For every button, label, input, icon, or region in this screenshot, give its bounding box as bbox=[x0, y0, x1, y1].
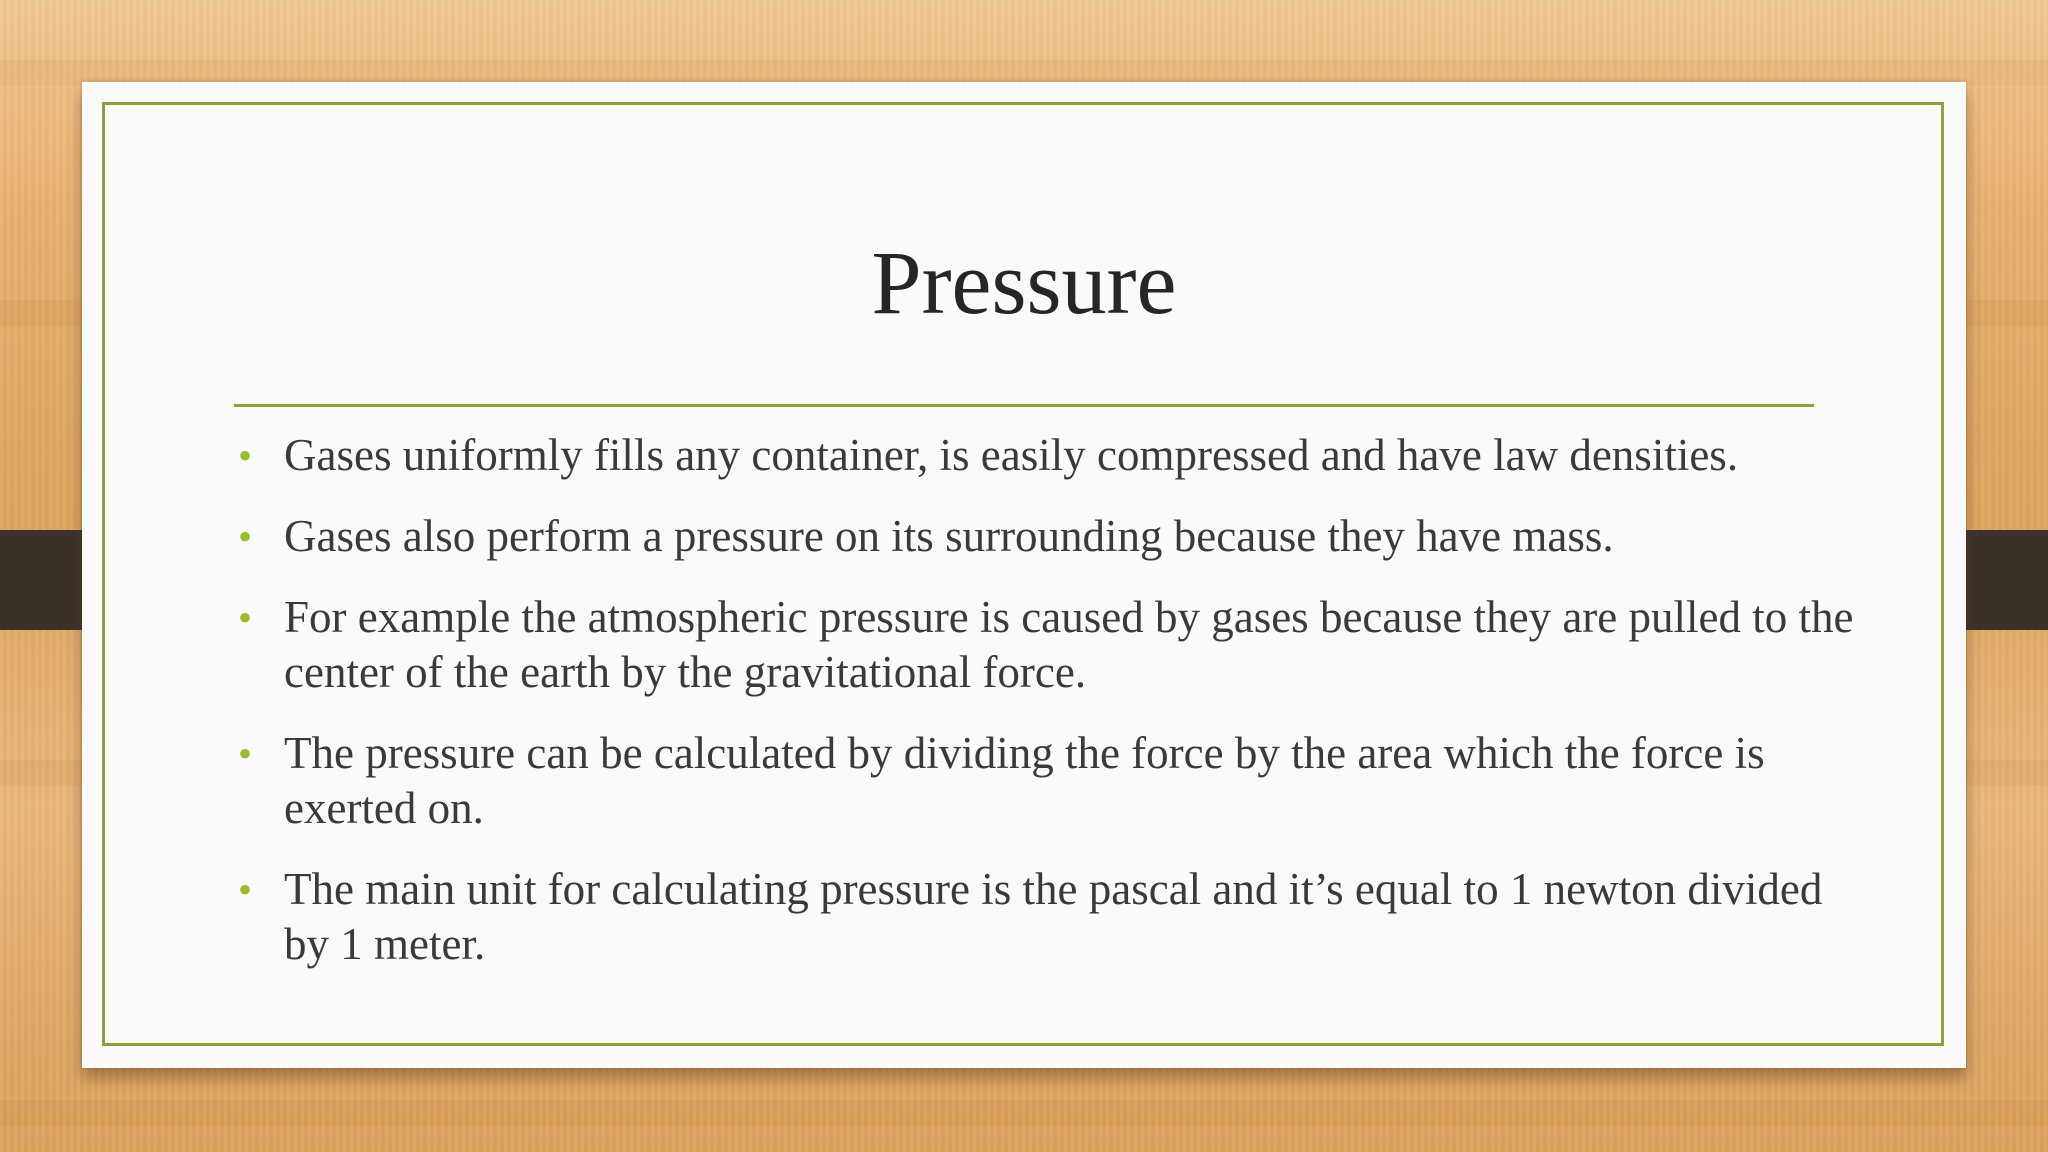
bullet-icon: • bbox=[238, 514, 253, 559]
title-divider bbox=[234, 404, 1814, 407]
bullet-list bbox=[236, 428, 1876, 998]
bullet-item bbox=[236, 862, 1876, 972]
bullet-text: Gases also perform a pressure on its surrounding because they have mass. bbox=[284, 511, 1614, 561]
wood-grain bbox=[0, 1100, 2048, 1126]
slide bbox=[82, 82, 1966, 1068]
bullet-item bbox=[236, 590, 1876, 700]
bullet-text: Gases uniformly fills any container, is easily compressed and have law densities. bbox=[284, 430, 1739, 480]
bullet-icon: • bbox=[238, 595, 253, 640]
bullet-icon: • bbox=[238, 433, 253, 478]
bullet-item bbox=[236, 509, 1876, 564]
bullet-item bbox=[236, 726, 1876, 836]
bullet-text: The main unit for calculating pressure is the pascal and it’s equal to 1 newton divided by 1 meter. bbox=[284, 864, 1823, 969]
bullet-icon: • bbox=[238, 867, 253, 912]
slide-title: Pressure bbox=[871, 234, 1177, 333]
bullet-text: The pressure can be calculated by dividing the force by the area which the force is exerted on. bbox=[284, 728, 1765, 833]
bullet-item bbox=[236, 428, 1876, 483]
bullet-icon: • bbox=[238, 731, 253, 776]
bullet-text: For example the atmospheric pressure is caused by gases because they are pulled to the center of the earth by the gravitational force. bbox=[284, 592, 1854, 697]
